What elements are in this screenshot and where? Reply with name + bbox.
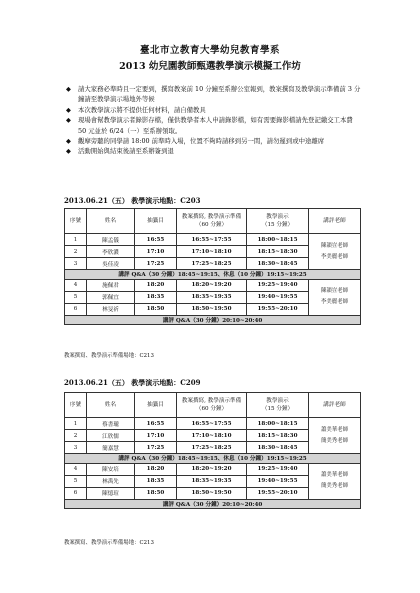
department-title: 臺北市立教育大學幼兒教育學系 <box>139 45 280 56</box>
diamond-bullet-icon: ◆ <box>66 105 71 114</box>
table-row: 3 吳佳凌 17:25 17:25~18:25 18:30~18:45 <box>65 258 361 270</box>
section-heading-c209: 2013.06.21（五） 教學演示地點：C209 <box>64 378 201 387</box>
note-item: ◆ 觀摩旁聽的同學請 18:00 前準時入場，位置不夠時請移到另一間，請勿遲到或中途離席 <box>66 137 325 146</box>
note-item: ◆ 本次教學演示將不提供任何材料，請自備教具 <box>66 105 206 114</box>
advisor-cell: 蕭美華老師 簡美秀老師 <box>309 418 361 454</box>
header-prep: 教案撰寫, 教學演示準備 （60 分鐘） <box>177 393 247 418</box>
break-row: 講評 Q&A（30 分鐘）18:45~19:15、休息（10 分鐘）19:15~19:25 <box>65 454 361 464</box>
end-row: 講評 Q&A（30 分鐘）20:10~20:40 <box>65 315 361 325</box>
diamond-bullet-icon: ◆ <box>66 85 71 93</box>
diamond-bullet-icon: ◆ <box>66 147 71 156</box>
section-heading-c203: 2013.06.21（五） 教學演示地點：C203 <box>64 196 201 205</box>
table-header-row <box>65 393 361 418</box>
notes-list <box>66 84 362 157</box>
advisor-cell: 陳韻豈老師 李美麗老師 <box>309 279 361 315</box>
diamond-bullet-icon: ◆ <box>66 116 71 125</box>
schedule-table-c203 <box>64 208 361 325</box>
header-name: 姓名 <box>87 209 135 234</box>
header-seq: 序號 <box>65 393 87 418</box>
workshop-title: 2013 幼兒園教師甄選教學演示模擬工作坊 <box>119 61 301 72</box>
table-row: 2 李欣濃 17:10 17:10~18:10 18:15~18:30 <box>65 246 361 258</box>
end-row: 講評 Q&A（30 分鐘）20:10~20:40 <box>65 499 361 509</box>
schedule-table-c209 <box>64 392 361 509</box>
header-prep: 教案撰寫, 教學演示準備 （60 分鐘） <box>177 209 247 234</box>
table-row: 4 陳安培 18:20 18:20~19:20 19:25~19:40 蕭美華老師 簡美秀老師 <box>65 463 361 475</box>
advisor-cell: 蕭美華老師 簡美秀老師 <box>309 463 361 499</box>
header-advisor: 講評老師 <box>309 209 361 234</box>
note-item: ◆ 活動開始與結束後請至系辦簽到退 <box>66 147 174 156</box>
venue-footnote: 教案撰寫、教學演示準備場地：C213 <box>64 540 154 546</box>
header-advisor: 講評老師 <box>309 393 361 418</box>
note-item: ◆ 請大家務必準時且一定要到，撰寫教案前 10 分鐘至系辦公室報到，教案撰寫及教學演示準備前 3 分鐘請至教學演示場地外等候 <box>66 85 361 104</box>
header-demo: 教學演示 （15 分鐘） <box>247 209 309 234</box>
table-row: 3 簡嘉慧 17:25 17:25~18:25 18:30~18:45 <box>65 442 361 454</box>
table-row: 6 林旻祈 18:50 18:50~19:50 19:55~20:10 <box>65 303 361 315</box>
table-row: 5 郭佩宜 18:35 18:35~19:35 19:40~19:55 <box>65 291 361 303</box>
table-row: 5 林禹先 18:35 18:35~19:35 19:40~19:55 <box>65 475 361 487</box>
header-draw: 抽籤目 <box>135 393 177 418</box>
advisor-cell: 陳韻豈老師 李美麗老師 <box>309 234 361 270</box>
header-name: 姓名 <box>87 393 135 418</box>
break-row: 講評 Q&A（30 分鐘）18:45~19:15、休息（10 分鐘）19:15~19:25 <box>65 270 361 280</box>
header-demo: 教學演示 （15 分鐘） <box>247 393 309 418</box>
table-row: 4 施佩君 18:20 18:20~19:20 19:25~19:40 陳韻豈老師 李美麗老師 <box>65 279 361 291</box>
table-header-row <box>65 209 361 234</box>
note-item: ◆ 現場會幫教學演示者錄影存檔，僅供教學者本人申請錄影檔，如有需要錄影檔請先登記繳交工本費 50 元並於 6/24（一）至系辦領取。 <box>66 116 353 135</box>
table-row: 6 陳憶瑄 18:50 18:50~19:50 19:55~20:10 <box>65 487 361 499</box>
table-row: 2 江欣儒 17:10 17:10~18:10 18:15~18:30 <box>65 430 361 442</box>
diamond-bullet-icon: ◆ <box>66 137 71 146</box>
table-row: 1 蔡書瓏 16:55 16:55~17:55 18:00~18:15 蕭美華老師 簡美秀老師 <box>65 418 361 430</box>
header-draw: 抽籤目 <box>135 209 177 234</box>
venue-footnote: 教案撰寫、教學演示準備場地：C213 <box>64 353 154 359</box>
header-seq: 序號 <box>65 209 87 234</box>
table-row: 1 陳孟儀 16:55 16:55~17:55 18:00~18:15 陳韻豈老師 李美麗老師 <box>65 234 361 246</box>
